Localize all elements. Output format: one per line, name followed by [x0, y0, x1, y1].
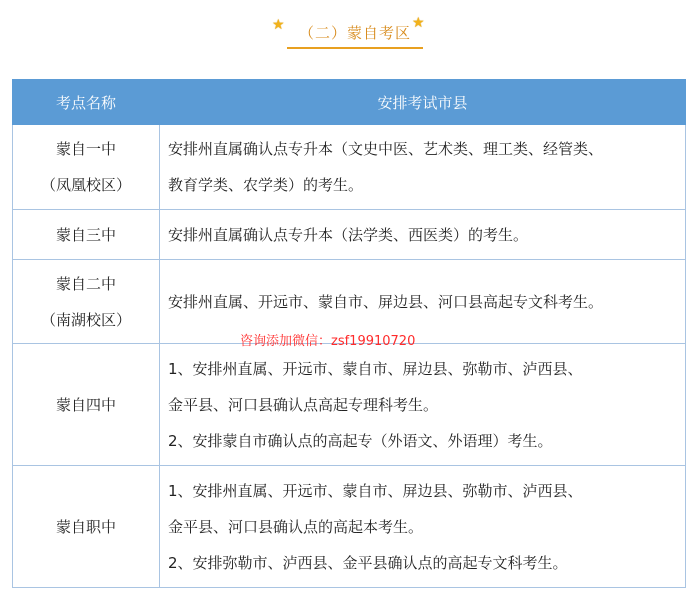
site-description: 1、安排州直属、开远市、蒙自市、屏边县、弥勒市、泸西县、 金平县、河口县确认点的高起本考生。 2、安排弥勒市、泸西县、金平县确认点的高起专文科考生。 — [160, 466, 686, 588]
star-icon: ★ — [272, 17, 285, 33]
column-header-site: 考点名称 — [13, 80, 160, 125]
site-description: 安排州直属确认点专升本（文史中医、艺术类、理工类、经管类、 教育学类、农学类）的考生。 — [160, 125, 686, 210]
table-row — [13, 125, 686, 210]
site-name: 蒙自二中 （南湖校区） — [13, 260, 160, 344]
site-name: 蒙自四中 — [13, 344, 160, 466]
section-header — [0, 14, 698, 54]
column-header-area: 安排考试市县 — [160, 80, 686, 125]
table-row — [13, 466, 686, 588]
table-header-row — [13, 80, 686, 125]
table-row — [13, 210, 686, 260]
contact-watermark: 咨询添加微信：zsf19910720 — [240, 334, 416, 349]
site-description: 1、安排州直属、开远市、蒙自市、屏边县、弥勒市、泸西县、 金平县、河口县确认点高起专理科考生。 2、安排蒙自市确认点的高起专（外语文、外语理）考生。 — [160, 344, 686, 466]
star-icon: ★ — [412, 15, 425, 31]
site-description: 安排州直属、开远市、蒙自市、屏边县、河口县高起专文科考生。 — [160, 260, 686, 344]
site-name: 蒙自职中 — [13, 466, 160, 588]
site-description: 安排州直属确认点专升本（法学类、西医类）的考生。 — [160, 210, 686, 260]
section-title: （二）蒙自考区 — [298, 24, 411, 42]
site-name: 蒙自三中 — [13, 210, 160, 260]
title-underline — [287, 47, 423, 49]
table-row — [13, 344, 686, 466]
site-name: 蒙自一中 （凤凰校区） — [13, 125, 160, 210]
